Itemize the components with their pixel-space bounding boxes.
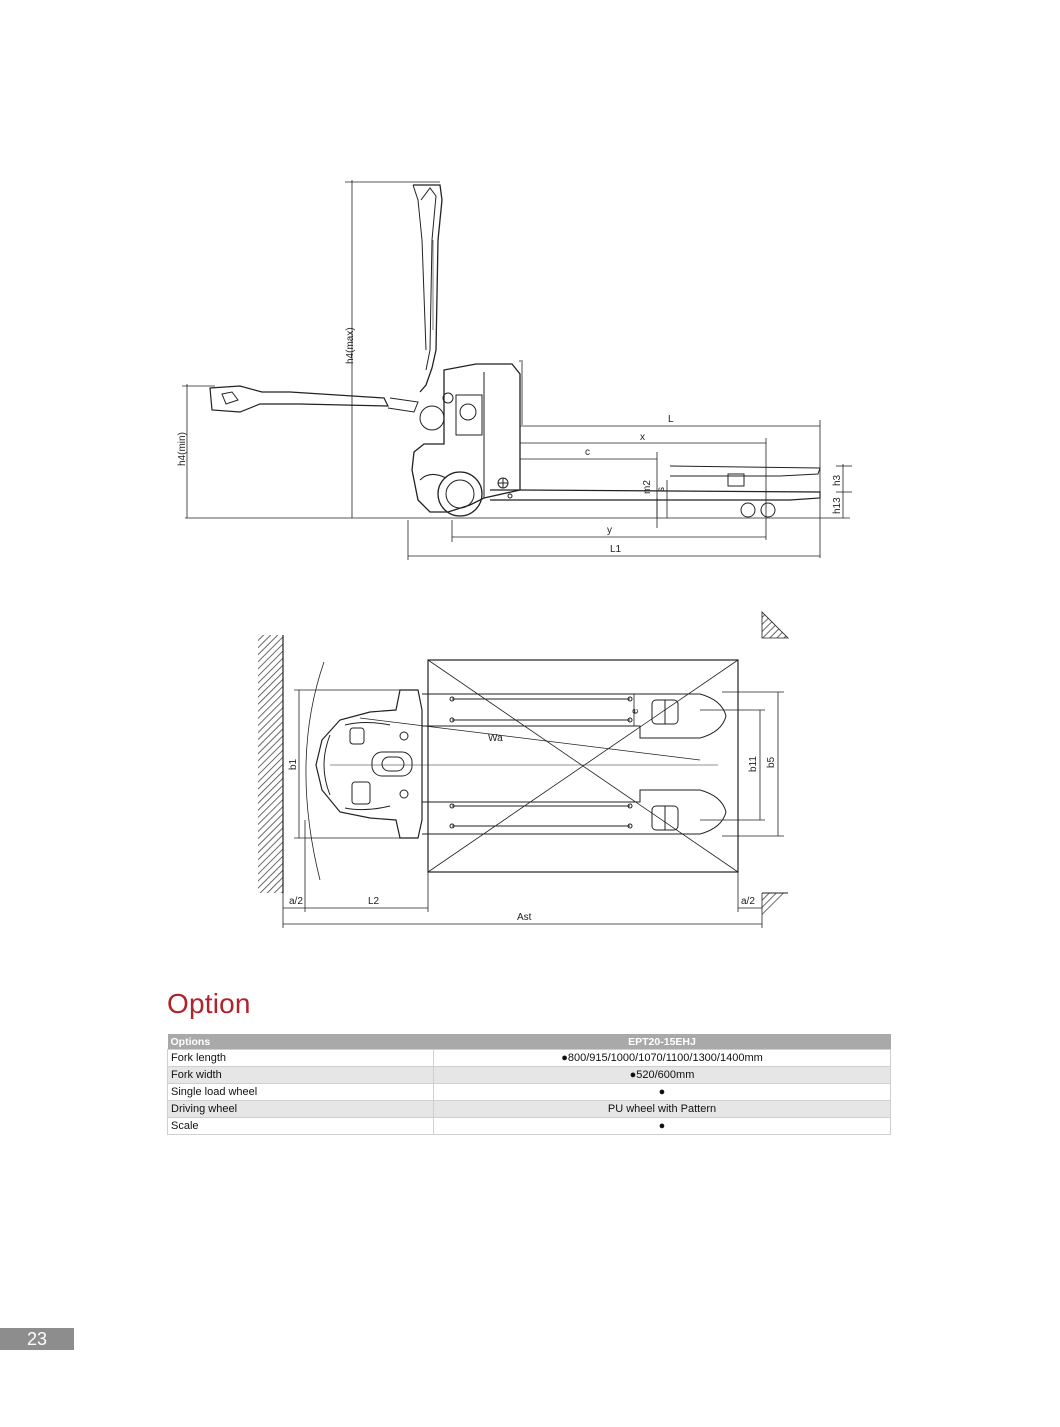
dim-label-x: x — [640, 432, 645, 443]
dim-label-a2-left: a/2 — [289, 896, 303, 907]
dim-label-L2: L2 — [368, 896, 380, 907]
page-number: 23 — [0, 1328, 74, 1350]
top-view-labels — [288, 708, 777, 923]
dim-label-s: s — [656, 487, 667, 492]
options-table — [167, 1034, 891, 1135]
table-row — [168, 1084, 891, 1101]
header-model: EPT20-15EHJ — [434, 1034, 891, 1050]
option-value: PU wheel with Pattern — [434, 1101, 891, 1118]
dim-label-b1: b1 — [288, 758, 299, 770]
table-header-row — [168, 1034, 891, 1050]
option-value: ●520/600mm — [434, 1067, 891, 1084]
option-name: Driving wheel — [168, 1101, 434, 1118]
table-row — [168, 1050, 891, 1067]
table-row — [168, 1118, 891, 1135]
dim-label-Wa: Wa — [488, 733, 503, 744]
dim-label-L1: L1 — [610, 544, 622, 555]
dim-label-h4min: h4(min) — [177, 432, 188, 466]
table-row — [168, 1067, 891, 1084]
option-name: Single load wheel — [168, 1084, 434, 1101]
dim-label-e: e — [630, 708, 641, 714]
dim-label-h4max: h4(max) — [345, 327, 356, 364]
side-view — [185, 185, 850, 518]
dim-label-L: L — [668, 414, 674, 425]
option-name: Scale — [168, 1118, 434, 1135]
dim-label-h3: h3 — [832, 474, 843, 486]
dim-label-m2: m2 — [642, 480, 653, 494]
dim-label-b11: b11 — [748, 756, 759, 772]
dim-label-Ast: Ast — [517, 912, 532, 923]
dim-label-h13: h13 — [832, 497, 843, 514]
option-value: ● — [434, 1084, 891, 1101]
dim-label-a2-right: a/2 — [741, 896, 755, 907]
table-row — [168, 1101, 891, 1118]
side-view-labels — [177, 327, 843, 555]
dim-label-b5: b5 — [766, 756, 777, 768]
option-value: ● — [434, 1118, 891, 1135]
option-value: ●800/915/1000/1070/1100/1300/1400mm — [434, 1050, 891, 1067]
top-view — [258, 612, 788, 918]
option-name: Fork length — [168, 1050, 434, 1067]
dim-label-y: y — [607, 525, 612, 536]
header-options: Options — [168, 1034, 434, 1050]
dim-label-c: c — [585, 447, 590, 458]
option-name: Fork width — [168, 1067, 434, 1084]
section-title: Option — [167, 988, 251, 1019]
